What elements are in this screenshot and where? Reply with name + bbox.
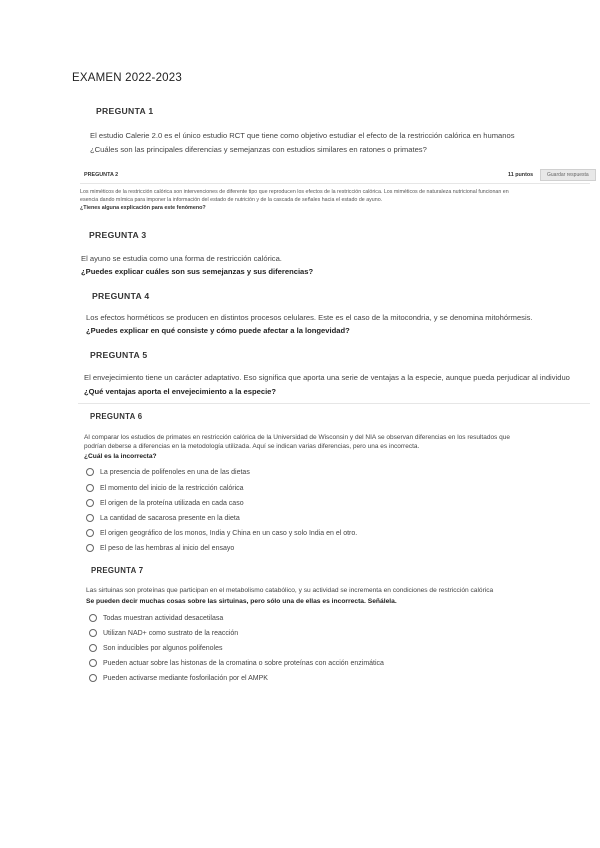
radio-button[interactable] xyxy=(89,629,97,637)
radio-button[interactable] xyxy=(89,644,97,652)
question-6-heading: PREGUNTA 6 xyxy=(90,412,143,421)
question-6-option[interactable]: El peso de las hembras al inicio del ensayo xyxy=(86,544,234,552)
question-4-text: Los efectos horméticos se producen en distintos procesos celulares. Este es el caso de la mitocondria, y se denomina mitohórmesis. xyxy=(86,313,533,322)
radio-button[interactable] xyxy=(89,614,97,622)
question-2-prompt: ¿Tienes alguna explicación para este fenómeno? xyxy=(80,205,206,211)
question-7-text: Las sirtuinas son proteínas que participan en el metabolismo catabólico, y su actividad se incrementa en condiciones de restricción calórica xyxy=(86,587,494,594)
question-6-option[interactable]: El origen geográfico de los monos, India y China en un caso y solo India en el otro. xyxy=(86,529,357,537)
question-1-prompt: ¿Cuáles son las principales diferencias y semejanzas con estudios similares en ratones o primates? xyxy=(90,145,427,154)
question-6-option[interactable]: El origen de la proteína utilizada en cada caso xyxy=(86,499,244,507)
radio-button[interactable] xyxy=(86,514,94,522)
question-6-text: Al comparar los estudios de primates en restricción calórica de la Universidad de Wisconsin y del NIA se observan diferencias en los resultados que xyxy=(84,434,510,441)
radio-button[interactable] xyxy=(86,468,94,476)
question-3-prompt: ¿Puedes explicar cuáles son sus semejanzas y sus diferencias? xyxy=(81,267,314,276)
question-4-prompt: ¿Puedes explicar en qué consiste y cómo puede afectar a la longevidad? xyxy=(86,326,350,335)
question-6-option[interactable]: La presencia de polifenoles en una de las dietas xyxy=(86,468,250,476)
question-6-option[interactable]: El momento del inicio de la restricción calórica xyxy=(86,484,244,492)
question-7-option[interactable]: Son inducibles por algunos polifenoles xyxy=(89,644,222,652)
radio-button[interactable] xyxy=(86,499,94,507)
question-7-option[interactable]: Utilizan NAD+ como sustrato de la reacción xyxy=(89,629,238,637)
question-5-heading: PREGUNTA 5 xyxy=(90,350,148,360)
question-2-divider xyxy=(80,183,590,184)
question-1-heading: PREGUNTA 1 xyxy=(96,106,154,116)
radio-button[interactable] xyxy=(89,659,97,667)
question-4-heading: PREGUNTA 4 xyxy=(92,291,150,301)
radio-button[interactable] xyxy=(89,674,97,682)
question-7-prompt: Se pueden decir muchas cosas sobre las sirtuinas, pero sólo una de ellas es incorrecta. Señálela. xyxy=(86,598,397,605)
question-6-option[interactable]: La cantidad de sacarosa presente en la dieta xyxy=(86,514,240,522)
exam-title: EXAMEN 2022-2023 xyxy=(72,72,182,84)
question-3-heading: PREGUNTA 3 xyxy=(89,230,147,240)
question-7-option[interactable]: Todas muestran actividad desacetilasa xyxy=(89,614,223,622)
question-5-text: El envejecimiento tiene un carácter adaptativo. Eso significa que aporta una serie de ventajas a la especie, aunque pueda perjudicar al individuo xyxy=(84,373,570,382)
question-7-heading: PREGUNTA 7 xyxy=(91,566,144,575)
question-1-text: El estudio Calerie 2.0 es el único estudio RCT que tiene como objetivo estudiar el efecto de la restricción calórica en humanos xyxy=(90,131,515,140)
question-7-option[interactable]: Pueden actuar sobre las histonas de la cromatina o sobre proteínas con acción enzimática xyxy=(89,659,384,667)
question-7-option[interactable]: Pueden activarse mediante fosforilación por el AMPK xyxy=(89,674,268,682)
radio-button[interactable] xyxy=(86,544,94,552)
question-6-prompt: ¿Cuál es la incorrecta? xyxy=(84,453,157,460)
question-5-divider xyxy=(78,403,590,404)
question-2-text: Los miméticos de la restricción calórica son intervenciones de diferente tipo que reproducen los efectos de la restricción calórica. Los miméticos de naturaleza nutricional funcionan en xyxy=(80,189,509,195)
question-3-text: El ayuno se estudia como una forma de restricción calórica. xyxy=(81,254,282,263)
question-2-text-cont: esencia dando mímica para imponer la información del estado de nutrición y de la cascada de señales hacia el estado de ayuno. xyxy=(80,197,383,203)
radio-button[interactable] xyxy=(86,529,94,537)
question-5-prompt: ¿Qué ventajas aporta el envejecimiento a la especie? xyxy=(84,387,277,396)
question-2-points: 11 puntos xyxy=(508,172,534,178)
radio-button[interactable] xyxy=(86,484,94,492)
save-answer-button[interactable]: Guardar respuesta xyxy=(540,169,596,181)
question-6-text-cont: podrían deberse a diferencias en la metodología utilizada. Aquí se indican varias diferencias, pero una es incorrecta. xyxy=(84,443,420,450)
question-2-heading: PREGUNTA 2 xyxy=(84,172,119,178)
